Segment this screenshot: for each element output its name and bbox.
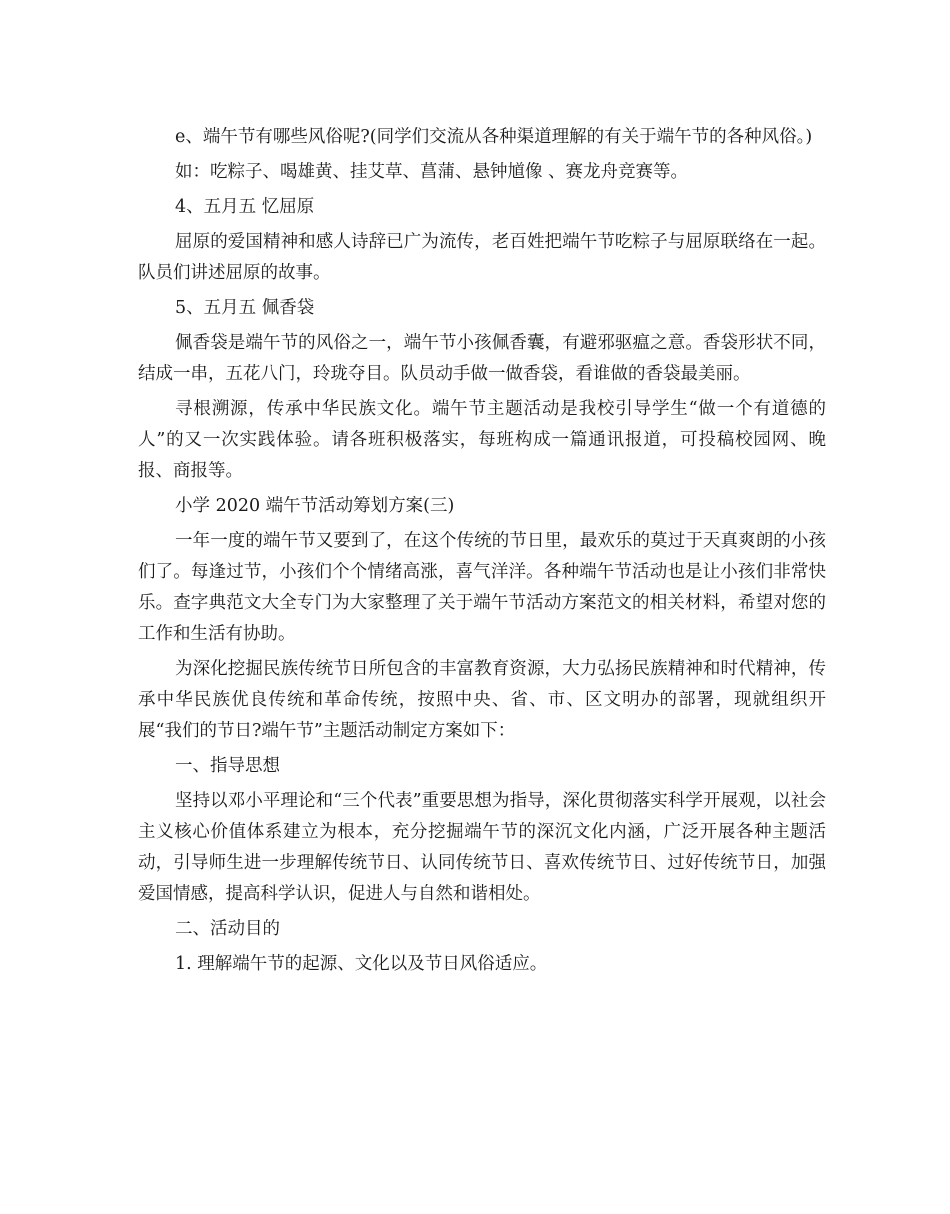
paragraph-intro: 一年一度的端午节又要到了，在这个传统的节日里，最欢乐的莫过于天真爽朗的小孩们了。每逢过节，小孩们个个情绪高涨，喜气洋洋。各种端午节活动也是让小孩们非常快乐。查字典范文大全专门为大家整理了关于端午节活动方案范文的相关材料，希望对您的工作和生活有协助。 xyxy=(138,531,826,644)
heading-guiding-ideology: 一、指导思想 xyxy=(175,756,280,776)
paragraph-quyuan-story: 屈原的爱国精神和感人诗辞已广为流传，老百姓把端午节吃粽子与屈原联络在一起。队员们讲述屈原的故事。 xyxy=(138,232,826,283)
heading-plan-three: 小学 2020 端午节活动筹划方案(三) xyxy=(175,496,455,516)
heading-activity-goals: 二、活动目的 xyxy=(175,919,280,939)
list-item-goal-1: 1. 理解端午节的起源、文化以及节日风俗适应。 xyxy=(175,954,548,974)
document-body xyxy=(138,122,826,984)
paragraph-heritage: 寻根溯源，传承中华民族文化。端午节主题活动是我校引导学生“做一个有道德的人”的又一次实践体验。请各班积极落实，每班构成一篇通讯报道，可投稿校园网、晚报、商报等。 xyxy=(138,399,826,481)
heading-sachet: 5、五月五 佩香袋 xyxy=(175,298,315,318)
paragraph-customs-examples: 如：吃粽子、喝雄黄、挂艾草、菖蒲、悬钟馗像 、赛龙舟竞赛等。 xyxy=(175,162,689,182)
paragraph-sachet: 佩香袋是端午节的风俗之一，端午节小孩佩香囊，有避邪驱瘟之意。香袋形状不同，结成一串，五花八门，玲珑夺目。队员动手做一做香袋，看谁做的香袋最美丽。 xyxy=(138,333,826,384)
paragraph-guiding-ideology: 坚持以邓小平理论和“三个代表”重要思想为指导，深化贯彻落实科学开展观，以社会主义核心价值体系建立为根本，充分挖掘端午节的深沉文化内涵，广泛开展各种主题活动，引导师生进一步理解传统节日、认同传统节日、喜欢传统节日、过好传统节日，加强爱国情感，提高科学认识，促进人与自然和谐相处。 xyxy=(138,791,826,904)
paragraph-purpose: 为深化挖掘民族传统节日所包含的丰富教育资源，大力弘扬民族精神和时代精神，传承中华民族优良传统和革命传统，按照中央、省、市、区文明办的部署，现就组织开展“我们的节日?端午节”主题活动制定方案如下： xyxy=(138,659,826,741)
paragraph-customs-question: e、端午节有哪些风俗呢?(同学们交流从各种渠道理解的有关于端午节的各种风俗。) xyxy=(175,127,813,147)
heading-remember-quyuan: 4、五月五 忆屈原 xyxy=(175,197,315,217)
